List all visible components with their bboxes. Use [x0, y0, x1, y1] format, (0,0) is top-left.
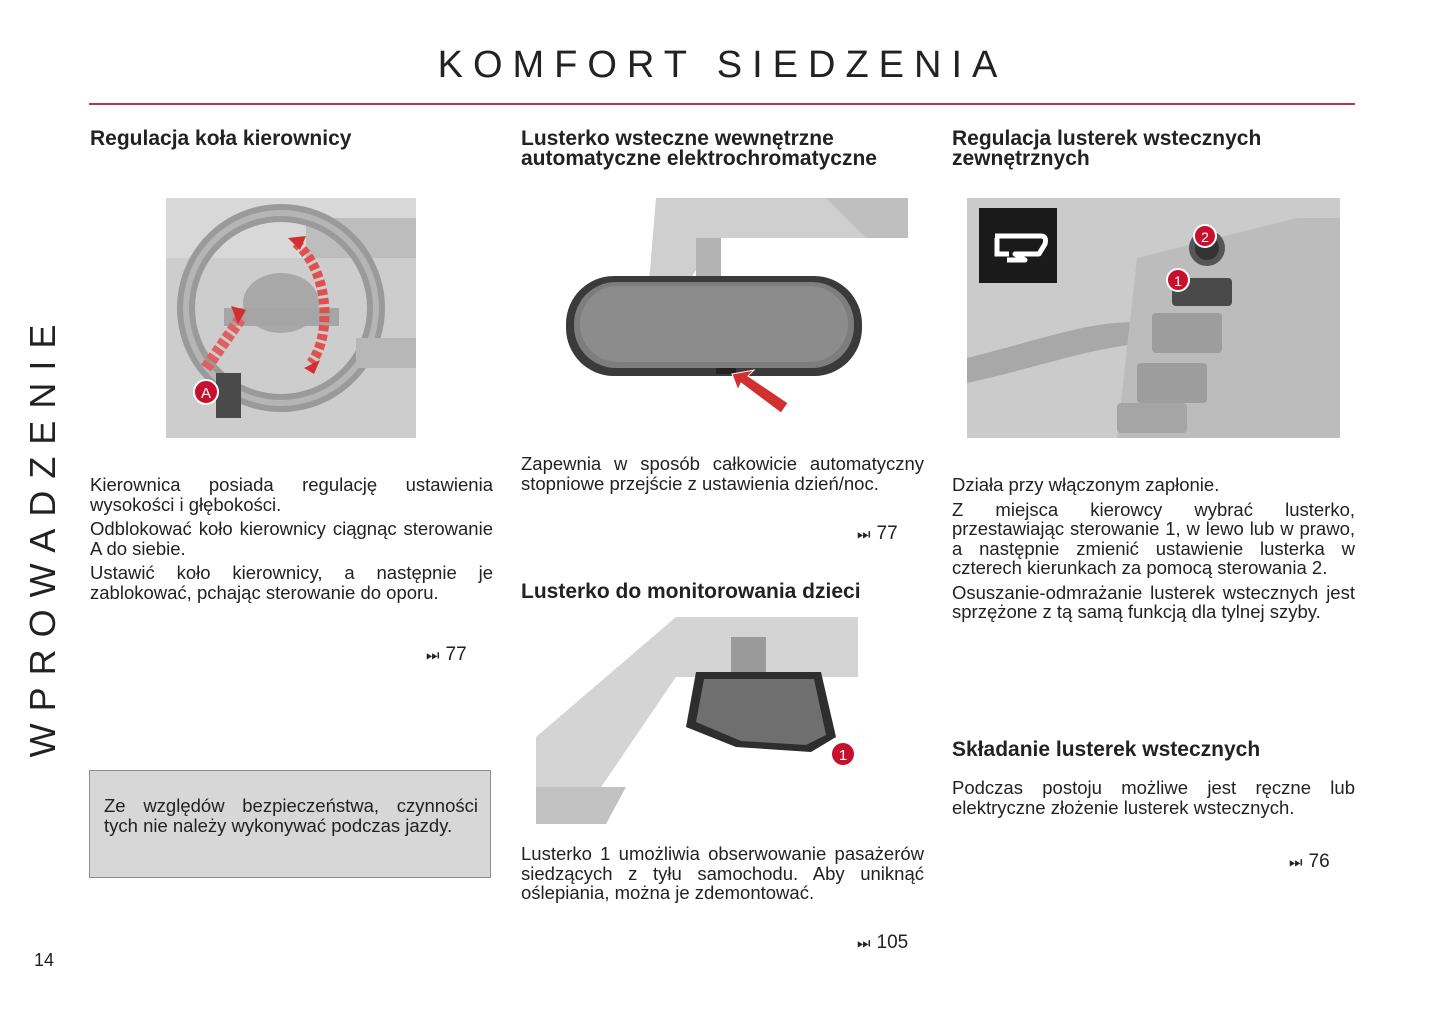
page-number: 14	[34, 950, 55, 970]
paragraph: Odblokować koło kierownicy ciągnąc sterowanie A do siebie.	[90, 518, 493, 559]
folding-mirror-body: Podczas postoju możliwe jest ręczne lub elektryczne złożenie lusterek wstecznych.	[952, 777, 1355, 818]
title-divider	[89, 103, 1355, 105]
image-label-1: 1	[838, 747, 848, 764]
steering-heading: Regulacja koła kierownicy	[90, 127, 352, 150]
next-page-icon: ⏭	[1289, 854, 1303, 871]
safety-warning-box	[89, 770, 491, 878]
page-reference[interactable]: ⏭ 76	[1289, 851, 1330, 872]
paragraph: Z miejsca kierowcy wybrać lusterko, przestawiając sterowanie 1, w lewo lub w prawo, a następnie zmienić ustawienie lusterka w czterech kierunkach za pomocą sterowania 2.	[952, 498, 1355, 578]
interior-mirror-body: Zapewnia w sposób całkowicie automatyczny stopniowe przejście z ustawienia dzień/noc.	[521, 453, 924, 494]
paragraph: Osuszanie-odmrażanie lusterek wstecznych jest sprzężone z tą samą funkcją dla tylnej szyby.	[952, 581, 1355, 622]
next-page-icon: ⏭	[857, 935, 871, 952]
paragraph: Ustawić koło kierownicy, a następnie je zablokować, pchając sterowanie do oporu.	[90, 562, 493, 603]
paragraph: Kierownica posiada regulację ustawienia wysokości i głębokości.	[90, 474, 493, 515]
next-page-icon: ⏭	[426, 647, 440, 664]
next-page-icon: ⏭	[857, 526, 871, 543]
exterior-mirror-body	[952, 475, 1355, 627]
door-panel-image	[967, 198, 1340, 438]
page-reference[interactable]: ⏭ 77	[426, 644, 467, 665]
steering-wheel-image	[166, 198, 416, 438]
child-mirror-heading: Lusterko do monitorowania dzieci	[521, 580, 861, 603]
exterior-mirror-heading: Regulacja lusterek wstecznych zewnętrznych	[952, 127, 1262, 170]
warning-text: Ze względów bezpieczeństwa, czynności tych nie należy wykonywać podczas jazdy.	[104, 795, 478, 836]
image-label-1: 1	[1174, 273, 1182, 289]
image-label-2: 2	[1201, 229, 1209, 245]
folding-mirror-heading: Składanie lusterek wstecznych	[952, 738, 1261, 761]
child-mirror-image	[536, 617, 858, 824]
page-title: KOMFORT SIEDZENIA	[437, 44, 1008, 86]
page-reference[interactable]: ⏭ 77	[857, 523, 898, 544]
side-section-label: WPROWADZENIE	[22, 312, 63, 758]
interior-mirror-heading: Lusterko wsteczne wewnętrzne automatyczne elektrochromatyczne	[521, 127, 877, 170]
interior-mirror-image	[536, 198, 908, 428]
paragraph: Działa przy włączonym zapłonie.	[952, 474, 1220, 495]
child-mirror-body: Lusterko 1 umożliwia obserwowanie pasażerów siedzących z tyłu samochodu. Aby uniknąć oślepiania, można je zdemontować.	[521, 843, 924, 903]
page-reference[interactable]: ⏭ 105	[857, 932, 909, 953]
steering-body	[90, 475, 493, 607]
image-label-a: A	[200, 385, 212, 402]
